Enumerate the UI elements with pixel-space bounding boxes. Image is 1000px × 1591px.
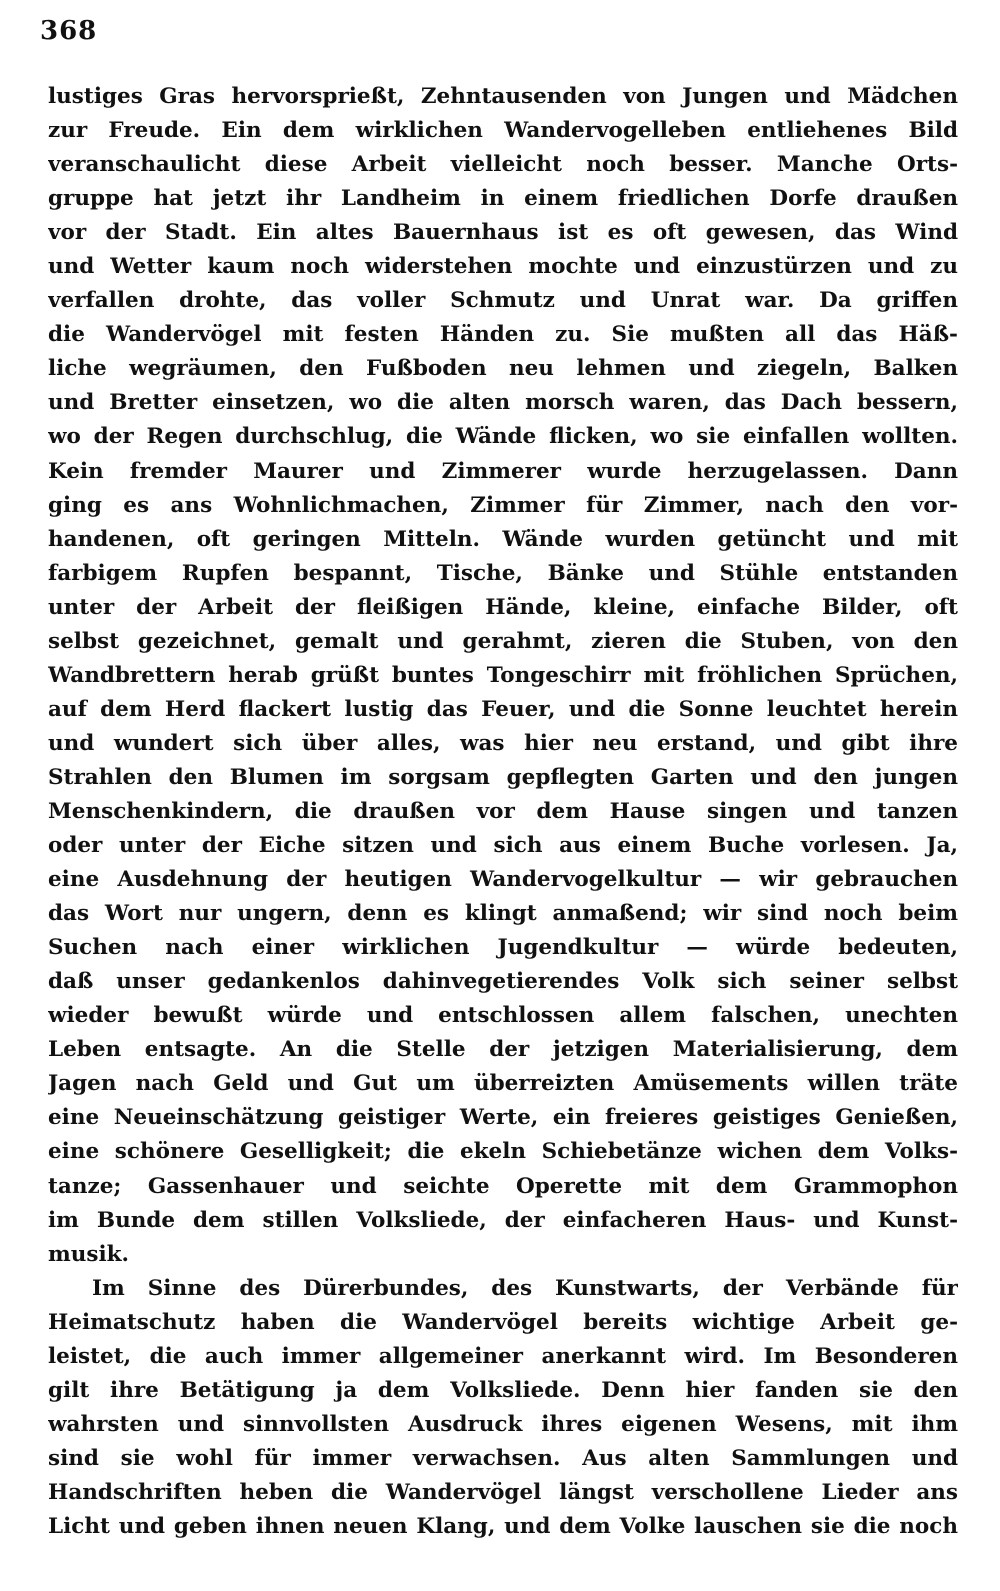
text-line: wahrsten und sinnvollsten Ausdruck ihres eigenen Wesens, mit ihm bbox=[48, 1411, 958, 1437]
text-line: im Bunde dem stillen Volksliede, der einfacheren Haus- und Kunst- bbox=[48, 1207, 958, 1233]
text-line: Wandbrettern herab grüßt buntes Tongeschirr mit fröhlichen Sprüchen, bbox=[48, 662, 958, 688]
text-line: eine Neueinschätzung geistiger Werte, ein freieres geistiges Genießen, bbox=[48, 1105, 958, 1131]
text-line: daß unser gedankenlos dahinvegetierendes Volk sich seiner selbst bbox=[48, 969, 958, 995]
text-line: Leben entsagte. An die Stelle der jetzigen Materialisierung, dem bbox=[48, 1037, 958, 1063]
text-line: unter der Arbeit der fleißigen Hände, kleine, einfache Bilder, oft bbox=[48, 594, 958, 620]
text-line: Suchen nach einer wirklichen Jugendkultur — würde bedeuten, bbox=[48, 935, 958, 961]
text-line: Jagen nach Geld und Gut um überreizten Amüsements willen träte bbox=[48, 1071, 958, 1097]
paragraph-end-line: musik. bbox=[48, 1241, 130, 1267]
text-line: Heimatschutz haben die Wandervögel bereits wichtige Arbeit ge- bbox=[48, 1309, 958, 1335]
text-line: lustiges Gras hervorsprießt, Zehntausenden von Jungen und Mädchen bbox=[48, 84, 958, 109]
text-line: selbst gezeichnet, gemalt und gerahmt, zieren die Stuben, von den bbox=[48, 628, 958, 654]
text-line: Strahlen den Blumen im sorgsam gepflegten Garten und den jungen bbox=[48, 764, 958, 790]
text-line: und wundert sich über alles, was hier neu erstand, und gibt ihre bbox=[48, 730, 958, 756]
text-line: verfallen drohte, das voller Schmutz und Unrat war. Da griffen bbox=[48, 288, 958, 314]
text-line: auf dem Herd flackert lustig das Feuer, und die Sonne leuchtet herein bbox=[48, 696, 958, 722]
page-number: 368 bbox=[40, 16, 98, 46]
text-line: und Bretter einsetzen, wo die alten morsch waren, das Dach bessern, bbox=[48, 390, 958, 416]
text-line: wo der Regen durchschlug, die Wände flicken, wo sie einfallen wollten. bbox=[48, 424, 958, 450]
text-line: Licht und geben ihnen neuen Klang, und dem Volke lauschen sie die noch bbox=[48, 1513, 958, 1539]
text-line: leistet, die auch immer allgemeiner anerkannt wird. Im Besonderen bbox=[48, 1343, 958, 1369]
text-line: oder unter der Eiche sitzen und sich aus einem Buche vorlesen. Ja, bbox=[48, 833, 958, 859]
text-line: ging es ans Wohnlichmachen, Zimmer für Zimmer, nach den vor- bbox=[48, 492, 958, 518]
text-line: vor der Stadt. Ein altes Bauernhaus ist es oft gewesen, das Wind bbox=[48, 220, 958, 246]
body-text bbox=[48, 80, 958, 1544]
text-line: eine Ausdehnung der heutigen Wandervogelkultur — wir gebrauchen bbox=[48, 867, 958, 893]
text-line: die Wandervögel mit festen Händen zu. Sie mußten all das Häß- bbox=[48, 322, 958, 348]
text-line: Menschenkindern, die draußen vor dem Hause singen und tanzen bbox=[48, 798, 958, 824]
text-line: zur Freude. Ein dem wirklichen Wandervogelleben entliehenes Bild bbox=[48, 118, 958, 144]
text-line: handenen, oft geringen Mitteln. Wände wurden getüncht und mit bbox=[48, 526, 958, 552]
text-line: eine schönere Geselligkeit; die ekeln Schiebetänze wichen dem Volks- bbox=[48, 1139, 958, 1165]
text-line: wieder bewußt würde und entschlossen allem falschen, unechten bbox=[48, 1003, 958, 1029]
text-line: und Wetter kaum noch widerstehen mochte und einzustürzen und zu bbox=[48, 254, 958, 280]
text-line: das Wort nur ungern, denn es klingt anmaßend; wir sind noch beim bbox=[48, 901, 958, 927]
text-line: Handschriften heben die Wandervögel längst verschollene Lieder ans bbox=[48, 1479, 958, 1505]
text-line: liche wegräumen, den Fußboden neu lehmen und ziegeln, Balken bbox=[48, 356, 958, 382]
text-line: veranschaulicht diese Arbeit vielleicht noch besser. Manche Orts- bbox=[48, 152, 958, 178]
text-line: sind sie wohl für immer verwachsen. Aus alten Sammlungen und bbox=[48, 1445, 958, 1471]
text-line: farbigem Rupfen bespannt, Tische, Bänke und Stühle entstanden bbox=[48, 560, 958, 586]
text-line: Kein fremder Maurer und Zimmerer wurde herzugelassen. Dann bbox=[48, 458, 958, 484]
text-line: gilt ihre Betätigung ja dem Volksliede. Denn hier fanden sie den bbox=[48, 1377, 958, 1403]
paragraph-start-line: Im Sinne des Dürerbundes, des Kunstwarts, der Verbände für bbox=[92, 1275, 958, 1301]
text-line: gruppe hat jetzt ihr Landheim in einem friedlichen Dorfe draußen bbox=[48, 186, 958, 212]
text-line: tanze; Gassenhauer und seichte Operette mit dem Grammophon bbox=[48, 1173, 958, 1199]
